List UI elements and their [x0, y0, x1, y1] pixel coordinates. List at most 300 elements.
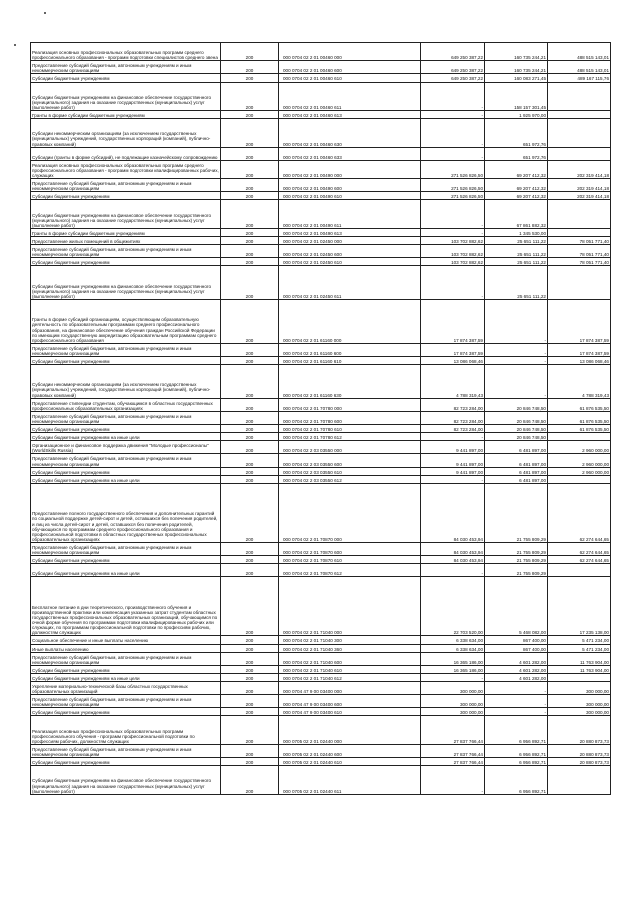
table-row [31, 365, 611, 399]
row-kbk-cell: 000 0704 02 2 01 71040 612 [279, 673, 421, 681]
row-unexecuted-cell: 61 876 535,50 [548, 425, 611, 433]
row-approved-cell: 16 365 186,00 [421, 652, 485, 665]
row-approved-cell: - [421, 119, 485, 148]
table-row [31, 564, 611, 577]
row-unexecuted-cell [548, 119, 611, 148]
table-row [31, 398, 611, 411]
row-kbk-cell: 000 0704 02 2 01 71040 600 [279, 652, 421, 665]
row-code-cell: 200 [221, 82, 279, 111]
row-kbk-cell: 000 0704 47 9 00 03400 600 [279, 695, 421, 708]
row-code-cell: 200 [221, 192, 279, 200]
row-unexecuted-cell: 20 880 873,73 [548, 758, 611, 766]
row-code-cell: 200 [221, 556, 279, 564]
table-row [31, 652, 611, 665]
table-row [31, 425, 611, 433]
row-approved-cell: - [421, 433, 485, 441]
scan-dot-top [44, 12, 46, 14]
row-code-cell: 200 [221, 119, 279, 148]
row-unexecuted-cell: 4 788 319,43 [548, 365, 611, 399]
table-row [31, 192, 611, 200]
table-row [31, 111, 611, 119]
row-unexecuted-cell: 300 000,00 [548, 682, 611, 695]
row-approved-cell: 271 526 826,50 [421, 160, 485, 178]
table-row [31, 644, 611, 652]
row-name-cell: Субсидии некоммерческим организациям (за исключением государственных (муниципальных) учреждений, государственных корпораций (компаний), публично-правовых компаний) [31, 119, 221, 148]
row-approved-cell: 82 723 284,00 [421, 411, 485, 424]
row-kbk-cell: 000 0704 02 2 03 03550 610 [279, 467, 421, 475]
row-name-cell: Реализация основных профессиональных образовательных программ профессионального обучения - программ профессиональной подготовки по профессиям рабочих, должностям служащих [31, 716, 221, 745]
row-executed-cell: 867 400,00 [485, 644, 548, 652]
table-row [31, 708, 611, 716]
row-name-cell: Организационное и финансовое поддержка движения "Молодые профессионалы" (WorldSkills Russia) [31, 441, 221, 454]
row-executed-cell: 21 755 809,29 [485, 556, 548, 564]
row-approved-cell: 9 441 897,00 [421, 441, 485, 454]
row-executed-cell: 20 846 748,50 [485, 411, 548, 424]
table-row [31, 160, 611, 178]
row-executed-cell: 867 400,00 [485, 636, 548, 644]
row-executed-cell: - [485, 343, 548, 356]
row-approved-cell: - [421, 147, 485, 160]
row-approved-cell: - [421, 228, 485, 236]
row-kbk-cell: 000 0705 02 2 01 02440 610 [279, 758, 421, 766]
row-unexecuted-cell: 202 319 414,18 [548, 179, 611, 192]
row-kbk-cell: 000 0705 02 2 01 02440 000 [279, 716, 421, 745]
row-kbk-cell: 000 0704 02 2 01 61160 610 [279, 356, 421, 364]
row-name-cell: Субсидии бюджетным учреждениям [31, 425, 221, 433]
row-approved-cell: 6 338 634,00 [421, 644, 485, 652]
row-executed-cell: 6 956 892,71 [485, 716, 548, 745]
row-executed-cell: 21 755 809,29 [485, 483, 548, 542]
row-approved-cell: 17 874 387,59 [421, 300, 485, 344]
table-row [31, 147, 611, 160]
row-name-cell: Предоставление субсидий бюджетным, автономным учреждениям и иным некоммерческим организациям [31, 179, 221, 192]
row-unexecuted-cell [548, 433, 611, 441]
row-code-cell: 200 [221, 411, 279, 424]
row-executed-cell: 69 207 412,32 [485, 160, 548, 178]
row-kbk-cell: 000 0704 02 2 01 00460 613 [279, 111, 421, 119]
row-kbk-cell: 000 0704 02 2 01 71040 360 [279, 644, 421, 652]
row-name-cell: Предоставление субсидий бюджетным, автономным учреждениям и иным некоммерческим организациям [31, 61, 221, 74]
row-name-cell: Субсидии бюджетным учреждениям на финансовое обеспечение государственного (муниципального) задания на оказание государственных (муниципальных) услуг (выполнение работ) [31, 766, 221, 795]
row-executed-cell: - [485, 695, 548, 708]
row-code-cell: 200 [221, 766, 279, 795]
row-kbk-cell: 000 0704 47 9 00 03400 000 [279, 682, 421, 695]
row-approved-cell: 84 030 453,94 [421, 542, 485, 555]
table-row [31, 475, 611, 483]
row-executed-cell: 5 468 082,00 [485, 577, 548, 636]
table-row [31, 433, 611, 441]
row-code-cell: 200 [221, 695, 279, 708]
row-name-cell: Предоставление субсидий бюджетным, автономным учреждениям и иным некоммерческим организациям [31, 652, 221, 665]
row-approved-cell: - [421, 475, 485, 483]
row-name-cell: Субсидии бюджетным учреждениям на иные цели [31, 475, 221, 483]
row-approved-cell: 271 526 826,50 [421, 192, 485, 200]
row-executed-cell: 6 956 892,71 [485, 758, 548, 766]
table-row [31, 266, 611, 300]
row-name-cell: Субсидии бюджетным учреждениям на финансовое обеспечение государственного (муниципального) задания на оказание государственных (муниципальных) услуг (выполнение работ) [31, 266, 221, 300]
row-unexecuted-cell [548, 228, 611, 236]
row-executed-cell: 6 956 892,71 [485, 766, 548, 795]
row-executed-cell: 21 755 809,29 [485, 542, 548, 555]
row-name-cell: Предоставление субсидий бюджетным, автономным учреждениям и иным некоммерческим организациям [31, 695, 221, 708]
row-kbk-cell: 000 0704 02 2 01 70780 612 [279, 433, 421, 441]
row-approved-cell: 649 250 387,22 [421, 61, 485, 74]
table-row [31, 542, 611, 555]
row-code-cell: 200 [221, 483, 279, 542]
table-row [31, 300, 611, 344]
table-row [31, 636, 611, 644]
row-executed-cell: - [485, 365, 548, 399]
row-code-cell: 200 [221, 665, 279, 673]
row-executed-cell: - [485, 356, 548, 364]
table-row [31, 441, 611, 454]
budget-execution-table [30, 42, 611, 795]
row-approved-cell: 103 702 882,62 [421, 245, 485, 258]
row-name-cell: Предоставление субсидий бюджетным, автономным учреждениям и иным некоммерческим организациям [31, 245, 221, 258]
table-row [31, 665, 611, 673]
row-kbk-cell: 000 0704 02 2 01 00460 600 [279, 61, 421, 74]
table-row [31, 200, 611, 229]
row-executed-cell: 69 207 412,32 [485, 192, 548, 200]
row-kbk-cell: 000 0704 02 2 01 71040 610 [279, 665, 421, 673]
row-unexecuted-cell: 202 319 414,18 [548, 192, 611, 200]
row-code-cell: 200 [221, 200, 279, 229]
row-code-cell: 200 [221, 744, 279, 757]
table-row [31, 454, 611, 467]
row-name-cell: Реализация основных профессиональных образовательных программ среднего профессионального образования - программ подготовки квалифицированных рабочих, служащих [31, 160, 221, 178]
row-kbk-cell: 000 0704 02 2 01 00490 611 [279, 200, 421, 229]
row-kbk-cell: 000 0704 02 2 01 00460 630 [279, 119, 421, 148]
row-name-cell: Субсидии некоммерческим организациям (за исключением государственных (муниципальных) учреждений, государственных корпораций (компаний), публично-правовых компаний) [31, 365, 221, 399]
row-code-cell: 200 [221, 179, 279, 192]
row-unexecuted-cell: 300 000,00 [548, 708, 611, 716]
row-unexecuted-cell [548, 673, 611, 681]
row-code-cell: 200 [221, 111, 279, 119]
row-name-cell: Укрепление материально-технической базы областных государственных образовательных организаций [31, 682, 221, 695]
row-unexecuted-cell [548, 766, 611, 795]
row-executed-cell: 651 972,76 [485, 147, 548, 160]
row-approved-cell: 103 702 882,62 [421, 237, 485, 245]
row-code-cell: 200 [221, 652, 279, 665]
row-code-cell: 200 [221, 716, 279, 745]
row-approved-cell: 103 702 882,62 [421, 258, 485, 266]
row-executed-cell: - [485, 300, 548, 344]
table-row [31, 343, 611, 356]
row-kbk-cell: 000 0704 02 2 01 70870 612 [279, 564, 421, 577]
row-code-cell: 200 [221, 258, 279, 266]
row-unexecuted-cell: 17 874 387,59 [548, 300, 611, 344]
row-name-cell: Субсидии бюджетным учреждениям на иные цели [31, 564, 221, 577]
row-name-cell: Субсидии бюджетным учреждениям на финансовое обеспечение государственного (муниципального) задания на оказание государственных (муниципальных) услуг (выполнение работ) [31, 200, 221, 229]
row-approved-cell: - [421, 111, 485, 119]
scan-dot-left [14, 44, 16, 46]
row-name-cell: Субсидии бюджетным учреждениям [31, 758, 221, 766]
table-row [31, 228, 611, 236]
row-unexecuted-cell: 202 319 414,18 [548, 160, 611, 178]
row-name-cell: Гранты в форме субсидий организациям, осуществляющим образовательную деятельность по образовательным программам среднего профессионального образования, на финансовое обеспечение обучения граждан Российской Федерации по имеющим государственную аккредитацию образовательным программам среднего профессионального образования [31, 300, 221, 344]
row-code-cell: 200 [221, 74, 279, 82]
row-unexecuted-cell [548, 82, 611, 111]
row-kbk-cell: 000 0704 02 2 01 02450 600 [279, 245, 421, 258]
row-code-cell: 200 [221, 160, 279, 178]
row-unexecuted-cell [548, 200, 611, 229]
row-approved-cell: 300 000,00 [421, 708, 485, 716]
row-name-cell: Предоставление полного государственного обеспечения и дополнительных гарантий по социальной поддержке детей-сирот и детей, оставшихся без попечения родителей, и лиц из числа детей-сирот и детей, оставшихся без попечения родителей, обучающихся по программам среднего профессионального образования и профессиональной подготовки в областных государственных профессиональных образовательных организациях [31, 483, 221, 542]
row-unexecuted-cell: 2 960 000,00 [548, 454, 611, 467]
row-code-cell: 200 [221, 365, 279, 399]
row-unexecuted-cell [548, 564, 611, 577]
row-kbk-cell: 000 0704 02 2 01 02450 611 [279, 266, 421, 300]
row-unexecuted-cell [548, 147, 611, 160]
row-kbk-cell: 000 0704 02 2 01 71040 000 [279, 577, 421, 636]
row-executed-cell: 21 755 809,29 [485, 564, 548, 577]
row-unexecuted-cell: 489 167 115,76 [548, 74, 611, 82]
row-name-cell: Предоставление субсидий бюджетным, автономным учреждениям и иным некоммерческим организациям [31, 542, 221, 555]
row-executed-cell: 4 601 282,00 [485, 652, 548, 665]
row-code-cell: 200 [221, 43, 279, 61]
row-approved-cell: 22 703 520,00 [421, 577, 485, 636]
row-executed-cell: 651 972,76 [485, 119, 548, 148]
row-code-cell: 200 [221, 398, 279, 411]
row-code-cell: 200 [221, 228, 279, 236]
row-approved-cell: 16 365 186,00 [421, 665, 485, 673]
row-name-cell: Субсидии бюджетным учреждениям на финансовое обеспечение государственного (муниципального) задания на оказание государственных (муниципальных) услуг (выполнение работ) [31, 82, 221, 111]
table-row [31, 258, 611, 266]
table-row [31, 577, 611, 636]
row-approved-cell: 649 250 387,22 [421, 43, 485, 61]
row-approved-cell: 27 837 766,44 [421, 716, 485, 745]
row-unexecuted-cell: 62 274 644,65 [548, 483, 611, 542]
row-name-cell: Субсидии бюджетным учреждениям [31, 467, 221, 475]
row-unexecuted-cell: 11 763 904,00 [548, 665, 611, 673]
row-kbk-cell: 000 0704 02 2 01 70870 610 [279, 556, 421, 564]
row-unexecuted-cell: 78 051 771,40 [548, 245, 611, 258]
row-unexecuted-cell: 78 051 771,40 [548, 237, 611, 245]
row-name-cell: Предоставление субсидий бюджетным, автономным учреждениям и иным некоммерческим организациям [31, 343, 221, 356]
row-approved-cell: - [421, 766, 485, 795]
row-kbk-cell: 000 0704 02 2 01 00490 600 [279, 179, 421, 192]
row-approved-cell: 17 874 387,59 [421, 343, 485, 356]
row-executed-cell: 25 651 111,22 [485, 266, 548, 300]
row-name-cell: Субсидии бюджетным учреждениям на иные цели [31, 673, 221, 681]
row-unexecuted-cell: 13 086 068,46 [548, 356, 611, 364]
row-unexecuted-cell: 2 960 000,00 [548, 467, 611, 475]
row-code-cell: 200 [221, 542, 279, 555]
row-unexecuted-cell: 5 471 234,00 [548, 636, 611, 644]
row-approved-cell: 82 723 284,00 [421, 398, 485, 411]
row-executed-cell: 4 601 282,00 [485, 665, 548, 673]
row-kbk-cell: 000 0704 02 2 01 00490 000 [279, 160, 421, 178]
row-unexecuted-cell: 11 763 904,00 [548, 652, 611, 665]
row-code-cell: 200 [221, 644, 279, 652]
row-executed-cell: 1 925 970,00 [485, 111, 548, 119]
row-kbk-cell: 000 0704 02 2 01 61160 000 [279, 300, 421, 344]
row-kbk-cell: 000 0704 02 2 01 61160 600 [279, 343, 421, 356]
row-kbk-cell: 000 0704 02 2 01 00460 633 [279, 147, 421, 160]
row-unexecuted-cell: 61 876 535,50 [548, 398, 611, 411]
row-executed-cell: 25 651 111,22 [485, 258, 548, 266]
row-executed-cell: 6 481 897,00 [485, 475, 548, 483]
row-kbk-cell: 000 0704 02 2 01 02450 610 [279, 258, 421, 266]
row-approved-cell: 84 030 453,94 [421, 483, 485, 542]
row-unexecuted-cell: 488 515 143,01 [548, 43, 611, 61]
row-name-cell: Субсидии бюджетным учреждениям [31, 258, 221, 266]
row-code-cell: 200 [221, 577, 279, 636]
table-row [31, 716, 611, 745]
row-code-cell: 200 [221, 441, 279, 454]
row-code-cell: 200 [221, 564, 279, 577]
row-approved-cell: 9 441 897,00 [421, 454, 485, 467]
row-name-cell: Субсидии бюджетным учреждениям [31, 556, 221, 564]
row-unexecuted-cell: 20 880 873,73 [548, 744, 611, 757]
row-name-cell: Субсидии бюджетным учреждениям [31, 74, 221, 82]
table-row [31, 237, 611, 245]
row-unexecuted-cell: 62 274 644,65 [548, 556, 611, 564]
row-unexecuted-cell: 62 274 644,65 [548, 542, 611, 555]
row-approved-cell: - [421, 200, 485, 229]
row-kbk-cell: 000 0704 02 2 01 61160 630 [279, 365, 421, 399]
row-approved-cell: 300 000,00 [421, 695, 485, 708]
row-kbk-cell: 000 0704 02 2 01 70870 000 [279, 483, 421, 542]
row-approved-cell: 6 338 634,00 [421, 636, 485, 644]
row-approved-cell: - [421, 564, 485, 577]
row-approved-cell: 27 837 766,44 [421, 744, 485, 757]
row-kbk-cell: 000 0704 02 2 01 70780 600 [279, 411, 421, 424]
row-kbk-cell: 000 0704 02 2 01 02450 000 [279, 237, 421, 245]
row-kbk-cell: 000 0704 47 9 00 03400 610 [279, 708, 421, 716]
table-row [31, 82, 611, 111]
row-unexecuted-cell [548, 111, 611, 119]
row-name-cell: Предоставление субсидий бюджетным, автономным учреждениям и иным некоммерческим организациям [31, 454, 221, 467]
row-executed-cell: 4 601 282,00 [485, 673, 548, 681]
row-approved-cell: 82 723 284,00 [421, 425, 485, 433]
row-code-cell: 200 [221, 425, 279, 433]
row-name-cell: Предоставление субсидий бюджетным, автономным учреждениям и иным некоммерческим организациям [31, 744, 221, 757]
row-name-cell: Социальное обеспечение и иные выплаты населению [31, 636, 221, 644]
row-executed-cell: 69 207 412,32 [485, 179, 548, 192]
row-approved-cell: 649 250 387,22 [421, 74, 485, 82]
row-name-cell: Гранты в форме субсидии бюджетным учреждениям [31, 111, 221, 119]
table-row [31, 74, 611, 82]
row-name-cell: Субсидии бюджетным учреждениям [31, 708, 221, 716]
row-name-cell: Предоставление стипендии студентам, обучающимся в областных государственных профессиональных образовательных организациях [31, 398, 221, 411]
row-name-cell: Бесплатное питание в дни теоретического, производственного обучения и производственной практики или компенсация указанных затрат студентам областных государственных профессиональных образовательных организаций, обучающимся по очной форме обучения по программам подготовки квалифицированных рабочих или служащих, по программам профессиональной подготовки по профессиям рабочих, должностям служащих [31, 577, 221, 636]
budget-execution-table-page [30, 42, 610, 795]
table-row [31, 695, 611, 708]
row-code-cell: 200 [221, 636, 279, 644]
row-code-cell: 200 [221, 343, 279, 356]
row-kbk-cell: 000 0704 02 2 01 70780 000 [279, 398, 421, 411]
row-code-cell: 200 [221, 682, 279, 695]
table-row [31, 744, 611, 757]
table-row [31, 766, 611, 795]
row-kbk-cell: 000 0704 02 2 01 71040 300 [279, 636, 421, 644]
row-name-cell: Реализация основных профессиональных образовательных программ среднего профессионального образования - программ подготовки специалистов среднего звена [31, 43, 221, 61]
row-code-cell: 200 [221, 237, 279, 245]
row-executed-cell: 6 481 897,00 [485, 454, 548, 467]
row-executed-cell: 25 651 111,22 [485, 237, 548, 245]
row-unexecuted-cell: 17 235 138,00 [548, 577, 611, 636]
row-approved-cell: - [421, 82, 485, 111]
row-code-cell: 200 [221, 475, 279, 483]
row-code-cell: 200 [221, 673, 279, 681]
row-kbk-cell: 000 0704 02 2 01 00490 613 [279, 228, 421, 236]
table-row [31, 682, 611, 695]
row-code-cell: 200 [221, 708, 279, 716]
row-executed-cell: 160 735 244,21 [485, 43, 548, 61]
table-row [31, 245, 611, 258]
row-code-cell: 200 [221, 245, 279, 258]
row-kbk-cell: 000 0704 02 2 03 03550 000 [279, 441, 421, 454]
row-kbk-cell: 000 0704 02 2 01 00460 000 [279, 43, 421, 61]
row-approved-cell: - [421, 673, 485, 681]
table-row [31, 411, 611, 424]
row-name-cell: Субсидии (гранты в форме субсидий), не подлежащие казначейскому сопровождению [31, 147, 221, 160]
row-name-cell: Субсидии бюджетным учреждениям на иные цели [31, 433, 221, 441]
row-approved-cell: 9 441 897,00 [421, 467, 485, 475]
row-kbk-cell: 000 0704 02 2 03 03550 612 [279, 475, 421, 483]
row-executed-cell: - [485, 682, 548, 695]
row-name-cell: Гранты в форме субсидии бюджетным учреждениям [31, 228, 221, 236]
row-unexecuted-cell: 20 880 873,73 [548, 716, 611, 745]
row-executed-cell: 160 735 244,21 [485, 61, 548, 74]
table-row [31, 467, 611, 475]
row-code-cell: 200 [221, 147, 279, 160]
row-approved-cell: 13 086 068,46 [421, 356, 485, 364]
row-unexecuted-cell: 488 515 143,01 [548, 61, 611, 74]
row-executed-cell: 158 157 301,45 [485, 82, 548, 111]
row-approved-cell: 4 788 319,43 [421, 365, 485, 399]
row-code-cell: 200 [221, 467, 279, 475]
row-kbk-cell: 000 0704 02 2 01 00460 611 [279, 82, 421, 111]
table-row [31, 758, 611, 766]
row-executed-cell: 160 083 271,45 [485, 74, 548, 82]
row-unexecuted-cell: 300 000,00 [548, 695, 611, 708]
row-unexecuted-cell [548, 475, 611, 483]
table-row [31, 119, 611, 148]
row-approved-cell: 84 030 453,94 [421, 556, 485, 564]
table-row [31, 673, 611, 681]
row-executed-cell: 20 846 748,50 [485, 433, 548, 441]
row-unexecuted-cell: 61 876 535,50 [548, 411, 611, 424]
row-approved-cell: - [421, 266, 485, 300]
row-code-cell: 200 [221, 758, 279, 766]
table-row [31, 61, 611, 74]
row-executed-cell: 25 651 111,22 [485, 245, 548, 258]
row-executed-cell: 67 861 882,32 [485, 200, 548, 229]
row-approved-cell: 27 837 766,44 [421, 758, 485, 766]
row-unexecuted-cell [548, 266, 611, 300]
row-unexecuted-cell: 78 051 771,40 [548, 258, 611, 266]
row-code-cell: 200 [221, 433, 279, 441]
row-executed-cell: - [485, 708, 548, 716]
row-code-cell: 200 [221, 61, 279, 74]
row-code-cell: 200 [221, 356, 279, 364]
row-kbk-cell: 000 0705 02 2 01 02440 611 [279, 766, 421, 795]
row-unexecuted-cell: 2 960 000,00 [548, 441, 611, 454]
table-row [31, 556, 611, 564]
table-row [31, 483, 611, 542]
row-name-cell: Иные выплаты населению [31, 644, 221, 652]
table-row [31, 356, 611, 364]
row-approved-cell: 300 000,00 [421, 682, 485, 695]
row-approved-cell: 271 526 826,50 [421, 179, 485, 192]
row-kbk-cell: 000 0704 02 2 01 70870 600 [279, 542, 421, 555]
table-row [31, 179, 611, 192]
row-unexecuted-cell: 17 874 387,59 [548, 343, 611, 356]
row-executed-cell: 20 846 748,50 [485, 398, 548, 411]
row-executed-cell: 6 956 892,71 [485, 744, 548, 757]
